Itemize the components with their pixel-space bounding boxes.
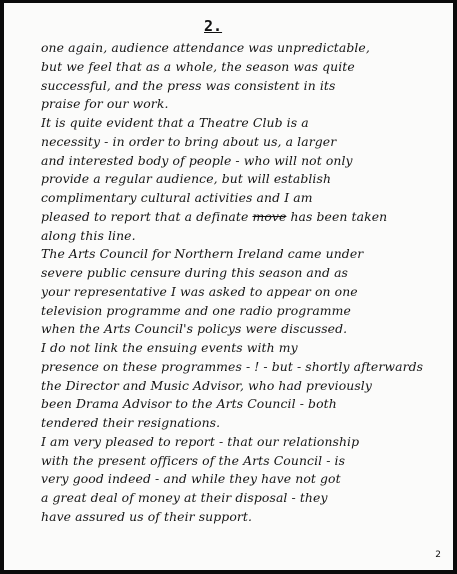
text-line: when the Arts Council's policys were discussed. (41, 321, 348, 337)
text-line: have assured us of their support. (41, 508, 253, 524)
text-line: provide a regular audience, but will establish (41, 171, 332, 187)
line-segment: pleased to report that a definate (41, 208, 253, 224)
text-line: necessity - in order to bring about us, a larger (41, 133, 337, 149)
text-line: praise for our work. (41, 96, 169, 112)
text-line: been Drama Advisor to the Arts Council - both (41, 396, 337, 412)
text-line: The Arts Council for Northern Ireland came under (41, 246, 364, 262)
text-line: one again, audience attendance was unpredictable, (41, 40, 370, 55)
text-line: It is quite evident that a Theatre Club is a (41, 115, 309, 130)
text-line: very good indeed - and while they have not got (41, 471, 341, 487)
letter-page (4, 3, 453, 570)
line-segment: has been taken (286, 208, 388, 224)
text-line: presence on these programmes - ! - but - shortly afterwards (41, 358, 424, 374)
text-line: and interested body of people - who will not only (41, 152, 353, 168)
text-line: complimentary cultural activities and I am (41, 190, 313, 205)
text-line: tendered their resignations. (41, 415, 221, 430)
handwritten-text (41, 39, 443, 527)
page-header-number: 2. (204, 17, 223, 35)
text-line: a great deal of money at their disposal - they (41, 490, 328, 505)
text-line: I am very pleased to report - that our relationship (41, 433, 360, 449)
text-line: severe public censure during this season and as (41, 265, 349, 280)
text-line: with the present officers of the Arts Council - is (41, 452, 346, 468)
corner-page-number: 2 (435, 550, 441, 560)
text-line: along this line. (41, 227, 136, 243)
text-line: but we feel that as a whole, the season was quite (41, 58, 355, 74)
text-line: television programme and one radio programme (41, 302, 351, 318)
text-line-with-correction (41, 208, 443, 227)
text-line: the Director and Music Advisor, who had previously (41, 377, 372, 393)
text-line: your representative I was asked to appear on one (41, 283, 358, 299)
text-line: I do not link the ensuing events with my (41, 340, 298, 355)
struck-word: move (252, 208, 287, 224)
text-line: successful, and the press was consistent in its (41, 77, 336, 93)
